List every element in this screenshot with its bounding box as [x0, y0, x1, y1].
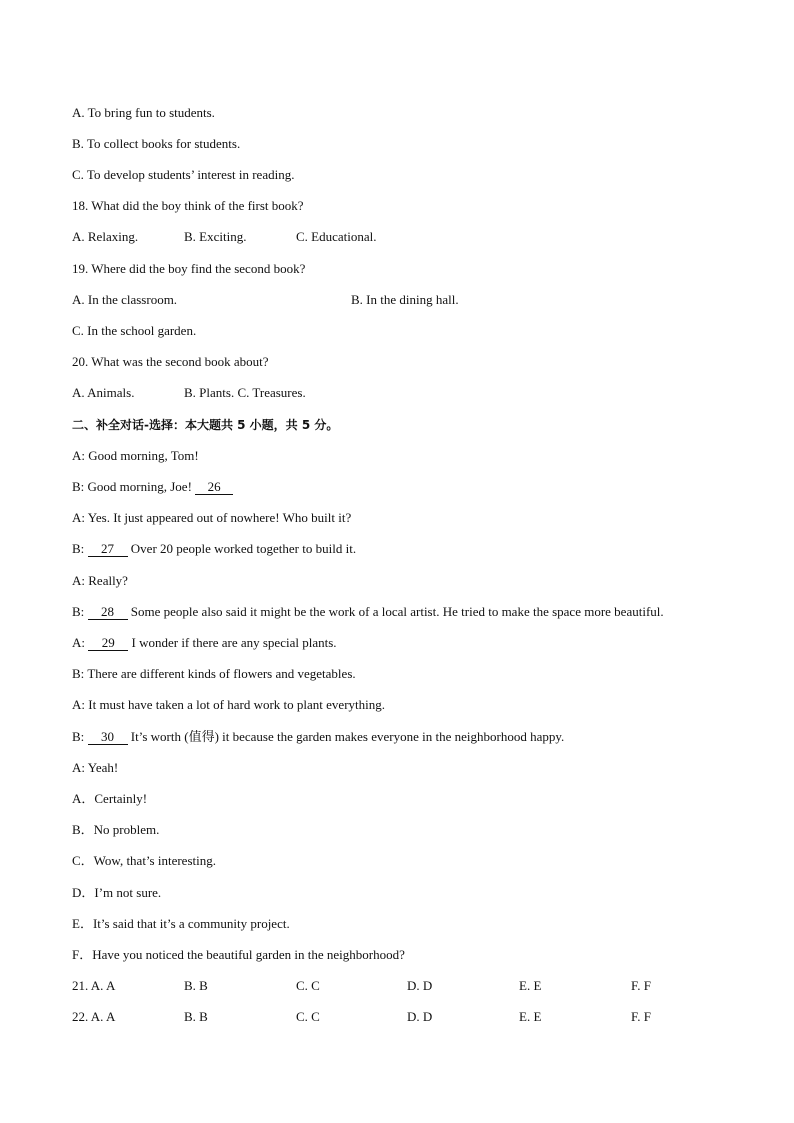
dialogue-line	[72, 541, 356, 557]
dialogue-text: Yeah!	[87, 760, 119, 775]
speaker-label: B:	[72, 666, 85, 681]
q19-option-c: C. In the school garden.	[72, 323, 197, 338]
dialogue-line	[72, 604, 664, 620]
choice-f: F．Have you noticed the beautiful garden in the neighborhood?	[72, 947, 405, 962]
dialogue-text: Some people also said it might be the work of a local artist. He tried to make the space more beautiful.	[130, 604, 664, 619]
speaker-label: A:	[72, 635, 85, 650]
dialogue-text: It’s worth (值得) it because the garden makes everyone in the neighborhood happy.	[130, 729, 565, 744]
answer-blank-29[interactable]: 29	[88, 636, 128, 651]
dialogue-text: Over 20 people worked together to build it.	[130, 541, 357, 556]
dialogue-text: I wonder if there are any special plants.	[131, 635, 337, 650]
speaker-label: A:	[72, 573, 85, 588]
dialogue-line	[72, 697, 385, 713]
choice-e: E．It’s said that it’s a community project.	[72, 916, 290, 931]
answer-option[interactable]: F. F	[631, 978, 651, 993]
q17-option-b: B. To collect books for students.	[72, 136, 241, 151]
dialogue-text: Good morning, Joe!	[87, 479, 192, 494]
answer-option[interactable]: A. A	[90, 978, 116, 993]
dialogue-line	[72, 729, 564, 745]
dialogue-line	[72, 510, 351, 526]
answer-option[interactable]: F. F	[631, 1009, 651, 1024]
q17-option-c: C. To develop students’ interest in reading.	[72, 167, 295, 182]
section-2-heading: 二、补全对话-选择：本大题共 5 小题，共 5 分。	[72, 418, 339, 432]
dialogue-line	[72, 448, 199, 464]
speaker-label: A:	[72, 697, 85, 712]
dialogue-text: There are different kinds of flowers and vegetables.	[87, 666, 356, 681]
speaker-label: B:	[72, 604, 85, 619]
dialogue-text: Good morning, Tom!	[88, 448, 199, 463]
speaker-label: A:	[72, 760, 85, 775]
speaker-label: B:	[72, 479, 85, 494]
speaker-label: A:	[72, 448, 85, 463]
answer-option[interactable]: B. B	[184, 1009, 208, 1024]
dialogue-text: Yes. It just appeared out of nowhere! Who built it?	[87, 510, 352, 525]
q17-option-a: A. To bring fun to students.	[72, 105, 215, 120]
speaker-label: A:	[72, 510, 85, 525]
speaker-label: B:	[72, 729, 85, 744]
answer-option[interactable]: C. C	[296, 1009, 320, 1024]
answer-option[interactable]: E. E	[519, 1009, 542, 1024]
q19-option-a: A. In the classroom.	[72, 292, 178, 307]
dialogue-line	[72, 573, 128, 589]
q20-option-bc: B. Plants. C. Treasures.	[184, 385, 306, 400]
answer-blank-27[interactable]: 27	[88, 542, 128, 557]
choice-a: A．Certainly!	[72, 791, 148, 806]
question-number: 22. A. A	[72, 1009, 116, 1024]
answer-blank-26[interactable]: 26	[195, 480, 233, 495]
dialogue-text: Really?	[88, 573, 128, 588]
q20-question: 20. What was the second book about?	[72, 354, 269, 369]
q20-option-a: A. Animals.	[72, 385, 135, 400]
answer-option[interactable]: D. D	[407, 978, 433, 993]
answer-option[interactable]: C. C	[296, 978, 320, 993]
dialogue-line	[72, 635, 337, 651]
choice-b: B．No problem.	[72, 822, 160, 837]
q18-question: 18. What did the boy think of the first book?	[72, 198, 304, 213]
q18-option-b: B. Exciting.	[184, 229, 247, 244]
dialogue-line	[72, 666, 356, 682]
answer-option[interactable]: D. D	[407, 1009, 433, 1024]
dialogue-line	[72, 760, 118, 776]
dialogue-line	[72, 479, 233, 495]
answer-blank-28[interactable]: 28	[88, 605, 128, 620]
q19-question: 19. Where did the boy find the second book?	[72, 261, 306, 276]
answer-option[interactable]: E. E	[519, 978, 542, 993]
speaker-label: B:	[72, 541, 85, 556]
answer-option[interactable]: B. B	[184, 978, 208, 993]
answer-blank-30[interactable]: 30	[88, 730, 128, 745]
q18-option-c: C. Educational.	[296, 229, 377, 244]
q19-option-b: B. In the dining hall.	[351, 292, 459, 307]
q18-option-a: A. Relaxing.	[72, 229, 139, 244]
choice-d: D．I’m not sure.	[72, 885, 162, 900]
dialogue-text: It must have taken a lot of hard work to plant everything.	[88, 697, 386, 712]
answer-option[interactable]: A. A	[90, 1009, 116, 1024]
question-number: 21. A. A	[72, 978, 116, 993]
choice-c: C．Wow, that’s interesting.	[72, 853, 216, 868]
